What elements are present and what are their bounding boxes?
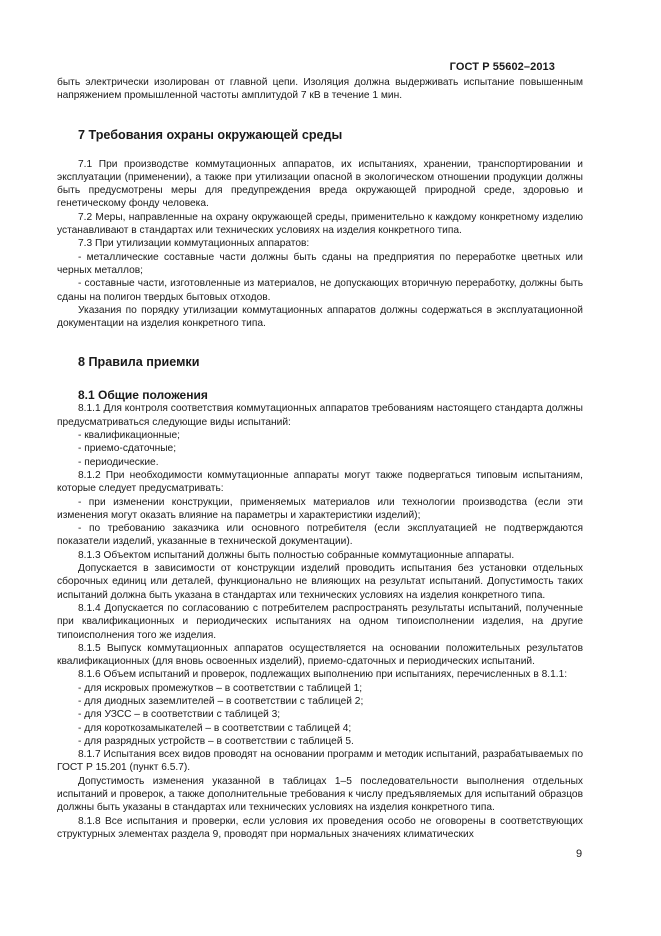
paragraph-8-1-4: 8.1.4 Допускается по согласованию с потребителем распространять результаты испытаний, полученные при квалификационных и периодических испытаниях на одном типоисполнении изделия, на другие типоисполнения того же изделия. [57, 602, 583, 641]
paragraph-8-1-3: 8.1.3 Объектом испытаний должны быть полностью собранные коммутационные аппараты. [78, 549, 515, 561]
paragraph-7-3: 7.3 При утилизации коммутационных аппаратов: [78, 238, 310, 250]
list-item: - для УЗСС – в соответствии с таблицей 3; [78, 709, 281, 721]
paragraph-7-2: 7.2 Меры, направленные на охрану окружающей среды, применительно к каждому конкретному изделию устанавливают в стандартах или технических условиях на изделия конкретного типа. [57, 211, 583, 237]
list-item: - для разрядных устройств – в соответствии с таблицей 5. [78, 735, 354, 747]
page-number: 9 [576, 848, 583, 860]
list-item: - для диодных заземлителей – в соответствии с таблицей 2; [78, 695, 364, 707]
paragraph-8-1-5: 8.1.5 Выпуск коммутационных аппаратов осуществляется на основании положительных результатов квалификационных (для вновь освоенных изделий), приемо-сдаточных и периодических испытаний. [57, 642, 583, 668]
paragraph-8-1-1: 8.1.1 Для контроля соответствия коммутационных аппаратов требованиям настоящего стандарта должны предусматриваться следующие виды испытаний: [57, 403, 583, 428]
paragraph-8-1-2: 8.1.2 При необходимости коммутационные аппараты могут также подвергаться типовым испытаниям, которые следует предусматривать: [57, 469, 583, 495]
section-7-heading: 7 Требования охраны окружающей среды [78, 127, 343, 142]
paragraph: Допускается в зависимости от конструкции изделий проводить испытания без установки отдельных сборочных единиц или деталей, функционально не влияющих на результат испытаний. Допустимость таких испытаний должна быть указана в стандартах или технических условиях на изделия конкретного типа. [57, 563, 583, 601]
list-item: - приемо-сдаточные; [78, 443, 177, 455]
section-8-heading: 8 Правила приемки [78, 355, 200, 370]
paragraph-intro: быть электрически изолирован от главной цепи. Изоляция должна выдерживать испытание повышенным напряжением промышленной частоты амплитудой 7 кВ в течение 1 мин. [57, 77, 583, 102]
list-item: - квалификационные; [78, 430, 180, 442]
paragraph-7-1: 7.1 При производстве коммутационных аппаратов, их испытаниях, хранении, транспортировании и эксплуатации (применении), а также при утилизации опасной в экологическом отношении продукции должны быть предусмотрены меры для предупреждения вреда окружающей природной среде, здоровью и генетическому фонду человека. [57, 158, 583, 210]
list-item: - периодические. [78, 456, 159, 468]
list-item: - составные части, изготовленные из материалов, не допускающих вторичную переработку, должны быть сданы на полигон твердых бытовых отходов. [57, 278, 583, 303]
list-item: - для искровых промежутков – в соответствии с таблицей 1; [78, 682, 363, 694]
paragraph-7-note: Указания по порядку утилизации коммутационных аппаратов должны содержаться в эксплуатационной документации на изделия конкретного типа. [57, 304, 583, 330]
paragraph: Допустимость изменения указанной в таблицах 1–5 последовательности выполнения отдельных испытаний и проверок, а также дополнительные требования к числу предъявляемых для испытаний образцов должны быть указаны в стандартах или технических условиях на изделия конкретного типа. [57, 775, 583, 814]
page-content [57, 76, 583, 841]
paragraph-8-1-7: 8.1.7 Испытания всех видов проводят на основании программ и методик испытаний, разрабатываемых по ГОСТ Р 15.201 (пункт 6.5.7). [57, 749, 583, 774]
list-item: - металлические составные части должны быть сданы на предприятия по переработке цветных или черных металлов; [57, 251, 583, 276]
paragraph-8-1-6: 8.1.6 Объем испытаний и проверок, подлежащих выполнению при испытаниях, перечисленных в 8.1.1: [78, 669, 568, 681]
paragraph-8-1-8: 8.1.8 Все испытания и проверки, если условия их проведения особо не оговорены в соответствующих структурных элементах раздела 9, проводят при нормальных значениях климатических [57, 815, 583, 840]
list-item: - по требованию заказчика или основного потребителя (если эксплуатацией не подтверждаются показатели изделий, указанные в технической документации). [57, 523, 583, 548]
list-item: - для короткозамыкателей – в соответствии с таблицей 4; [78, 722, 352, 734]
document-number: ГОСТ Р 55602–2013 [449, 61, 555, 73]
subsection-8-1-heading: 8.1 Общие положения [78, 388, 208, 403]
list-item: - при изменении конструкции, применяемых материалов или технологии производства (если эти изменения могут оказать влияние на параметры и характеристики изделий); [57, 496, 583, 521]
